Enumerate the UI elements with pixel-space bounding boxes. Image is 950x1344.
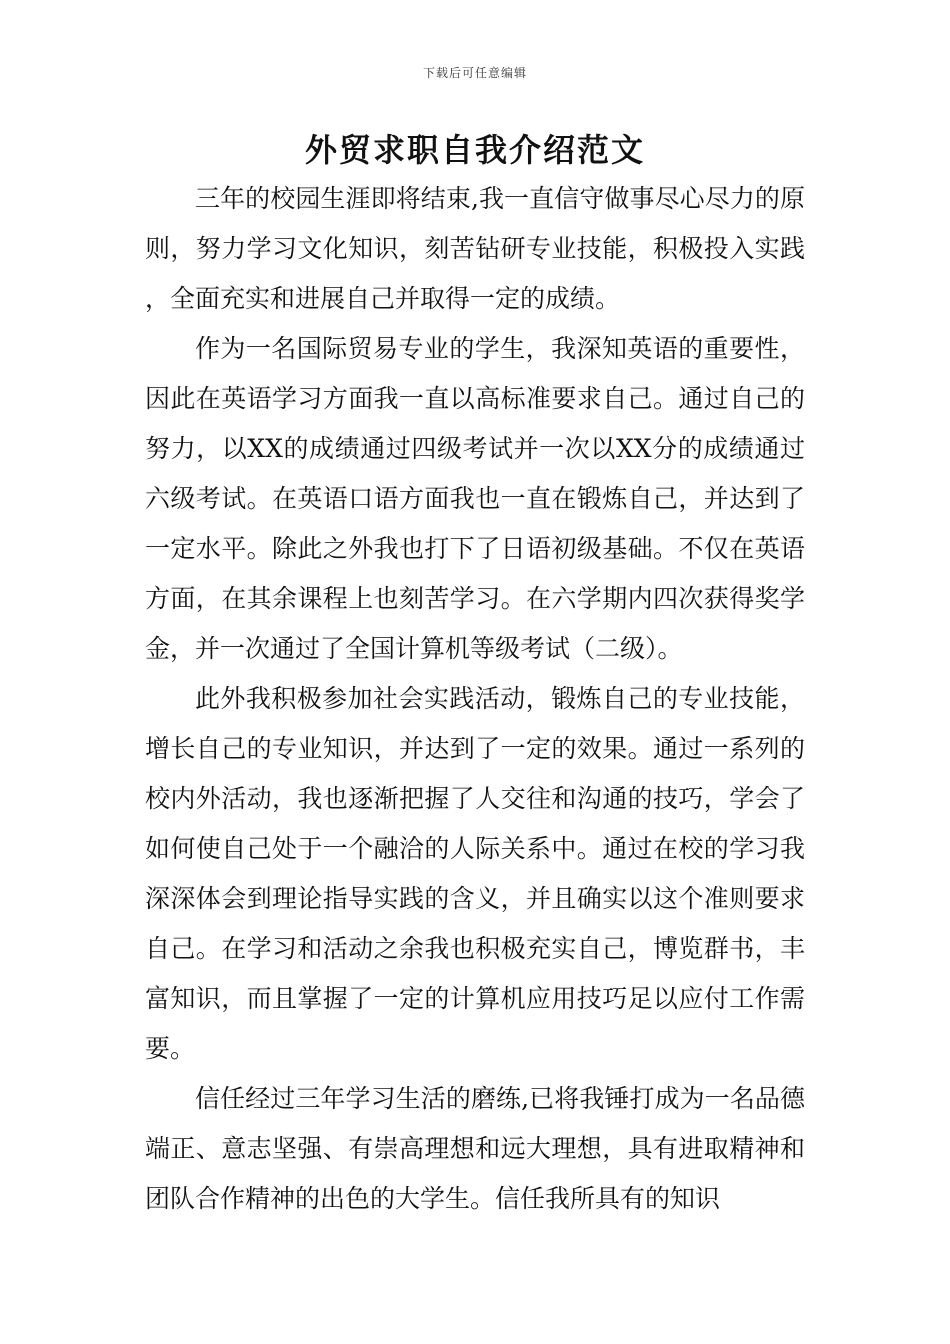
header-note: 下载后可任意编辑 [422,66,527,80]
paragraph-1: 三年的校园生涯即将结束,我一直信守做事尽心尽力的原则，努力学习文化知识，刻苦钻研专业技能，积极投入实践，全面充实和进展自己并取得一定的成绩。 [145,184,805,313]
document-body [145,174,805,1224]
paragraph-3: 此外我积极参加社会实践活动，锻炼自己的专业技能，增长自己的专业知识，并达到了一定的效果。通过一系列的校内外活动，我也逐渐把握了人交往和沟通的技巧，学会了如何使自己处于一个融洽的人际关系中。通过在校的学习我深深体会到理论指导实践的含义，并且确实以这个准则要求自己。在学习和活动之余我也积极充实自己，博览群书，丰富知识，而且掌握了一定的计算机应用技巧足以应付工作需要。 [145,684,805,1063]
paragraph-2: 作为一名国际贸易专业的学生，我深知英语的重要性，因此在英语学习方面我一直以高标准要求自己。通过自己的努力，以XX的成绩通过四级考试并一次以XX分的成绩通过六级考试。在英语口语方面我也一直在锻炼自己，并达到了一定水平。除此之外我也打下了日语初级基础。不仅在英语方面，在其余课程上也刻苦学习。在六学期内四次获得奖学金，并一次通过了全国计算机等级考试（二级）。 [145,334,805,663]
document-title: 外贸求职自我介绍范文 [304,131,645,169]
paragraph-4: 信任经过三年学习生活的磨练,已将我锤打成为一名品德端正、意志坚强、有崇高理想和远大理想，具有进取精神和团队合作精神的出色的大学生。信任我所具有的知识 [145,1084,805,1213]
